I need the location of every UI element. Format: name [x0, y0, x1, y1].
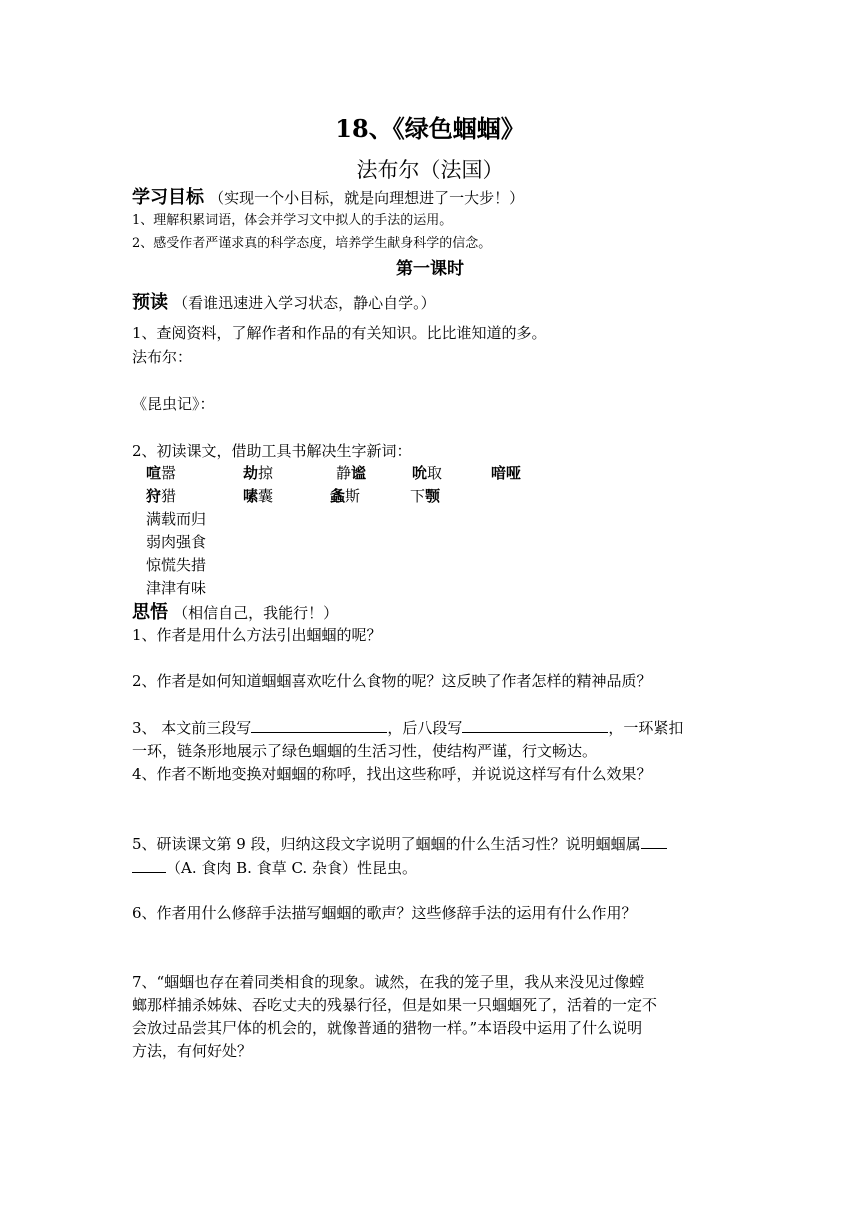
answer-blank[interactable]	[641, 832, 667, 849]
preview-question-1: 1、查阅资料，了解作者和作品的有关知识。比比谁知道的多。	[132, 324, 547, 342]
vocab-rest: 嚣	[161, 464, 177, 482]
vocab-word	[330, 485, 360, 507]
vocab-bold-char: 颚	[425, 487, 441, 505]
phrase-item: 惊慌失措	[146, 556, 207, 574]
reflection-question-6: 6、作者用什么修辞手法描写蝈蝈的歌声？这些修辞手法的运用有什么作用？	[132, 904, 637, 922]
preview-heading-row	[132, 288, 436, 314]
objectives-note: （实现一个小目标，就是向理想进了一大步！）	[209, 189, 525, 207]
vocab-bold-char: 喑哑	[491, 464, 522, 482]
reflection-heading-row	[132, 598, 338, 624]
answer-blank[interactable]	[251, 716, 387, 733]
phrase-item: 弱肉强食	[146, 533, 207, 551]
reflection-question-3	[132, 716, 683, 740]
answer-blank[interactable]	[132, 856, 166, 873]
q3-part-b: ，后八段写	[387, 719, 463, 737]
phrase-item: 津津有味	[146, 579, 207, 597]
vocab-bold-char: 螽	[330, 487, 346, 505]
reflection-note: （相信自己，我能行！）	[173, 604, 339, 622]
vocab-pre: 静	[336, 464, 352, 482]
reflection-question-5-line-2	[132, 856, 417, 880]
q7-line: 7、“蝈蝈也存在着同类相食的现象。诚然，在我的笼子里，我从来没见过像螳	[132, 973, 645, 991]
reflection-question-5	[132, 832, 667, 856]
answer-blank[interactable]	[462, 716, 608, 733]
preview-heading: 预读	[132, 292, 168, 313]
preview-note: （看谁迅速进入学习状态，静心自学。）	[173, 294, 436, 312]
reflection-question-3-line-2: 一环，链条形地展示了绿色蝈蝈的生活习性，使结构严谨，行文畅达。	[132, 742, 598, 760]
objective-item: 2、感受作者严谨求真的科学态度，培养学生献身科学的信念。	[132, 236, 492, 251]
vocab-bold-char: 嗉	[243, 487, 259, 505]
objective-item: 1、理解积累词语，体会并学习文中拟人的手法的运用。	[132, 213, 453, 228]
vocab-word	[412, 462, 442, 484]
vocab-bold-char: 狩	[146, 487, 162, 505]
reflection-question-1: 1、作者是用什么方法引出蝈蝈的呢？	[132, 626, 382, 644]
vocab-word	[146, 462, 176, 484]
vocab-rest: 斯	[345, 487, 361, 505]
vocab-bold-char: 吮	[412, 464, 428, 482]
phrase-item: 满载而归	[146, 510, 207, 528]
vocab-bold-char: 谧	[351, 464, 367, 482]
reflection-heading: 思悟	[132, 602, 168, 623]
q3-part-c: ，一环紧扣	[608, 719, 684, 737]
vocab-word	[243, 485, 273, 507]
author-line: 法布尔（法国）	[356, 158, 504, 182]
vocab-pre: 下	[410, 487, 426, 505]
q5-line-2: （A. 食肉 B. 食草 C. 杂食）性昆虫。	[166, 859, 417, 877]
objectives-heading-row	[132, 183, 524, 209]
q7-line: 方法，有何好处？	[132, 1042, 253, 1060]
reflection-question-2: 2、作者是如何知道蝈蝈喜欢吃什么食物的呢？这反映了作者怎样的精神品质？	[132, 672, 652, 690]
page-title: 18、《绿色蝈蝈》	[335, 114, 525, 143]
lesson-heading: 第一课时	[396, 259, 464, 279]
q7-line: 螂那样捕杀姊妹、吞吃丈夫的残暴行径，但是如果一只蝈蝈死了，活着的一定不	[132, 996, 658, 1014]
reflection-question-4: 4、作者不断地变换对蝈蝈的称呼，找出这些称呼，并说说这样写有什么效果？	[132, 765, 652, 783]
vocab-rest: 掠	[258, 464, 274, 482]
vocab-rest: 取	[427, 464, 443, 482]
vocab-word	[491, 462, 521, 484]
vocab-bold-char: 劫	[243, 464, 259, 482]
vocab-rest: 囊	[258, 487, 274, 505]
book-label: 《昆虫记》：	[132, 395, 215, 413]
vocab-word	[336, 462, 366, 484]
vocab-word	[410, 485, 440, 507]
q3-part-a: 3、 本文前三段写	[132, 719, 252, 737]
preview-question-2: 2、初读课文，借助工具书解决生字新词：	[132, 442, 412, 460]
objectives-heading: 学习目标	[132, 187, 204, 208]
author-label: 法布尔：	[132, 348, 193, 366]
vocab-bold-char: 喧	[146, 464, 162, 482]
q7-line: 会放过品尝其尸体的机会的，就像普通的猎物一样。”本语段中运用了什么说明	[132, 1019, 643, 1037]
vocab-word	[243, 462, 273, 484]
vocab-word	[146, 485, 176, 507]
vocab-rest: 猎	[161, 487, 177, 505]
q5-line-1: 5、研读课文第 9 段，归纳这段文字说明了蝈蝈的什么生活习性？说明蝈蝈属	[132, 835, 641, 853]
